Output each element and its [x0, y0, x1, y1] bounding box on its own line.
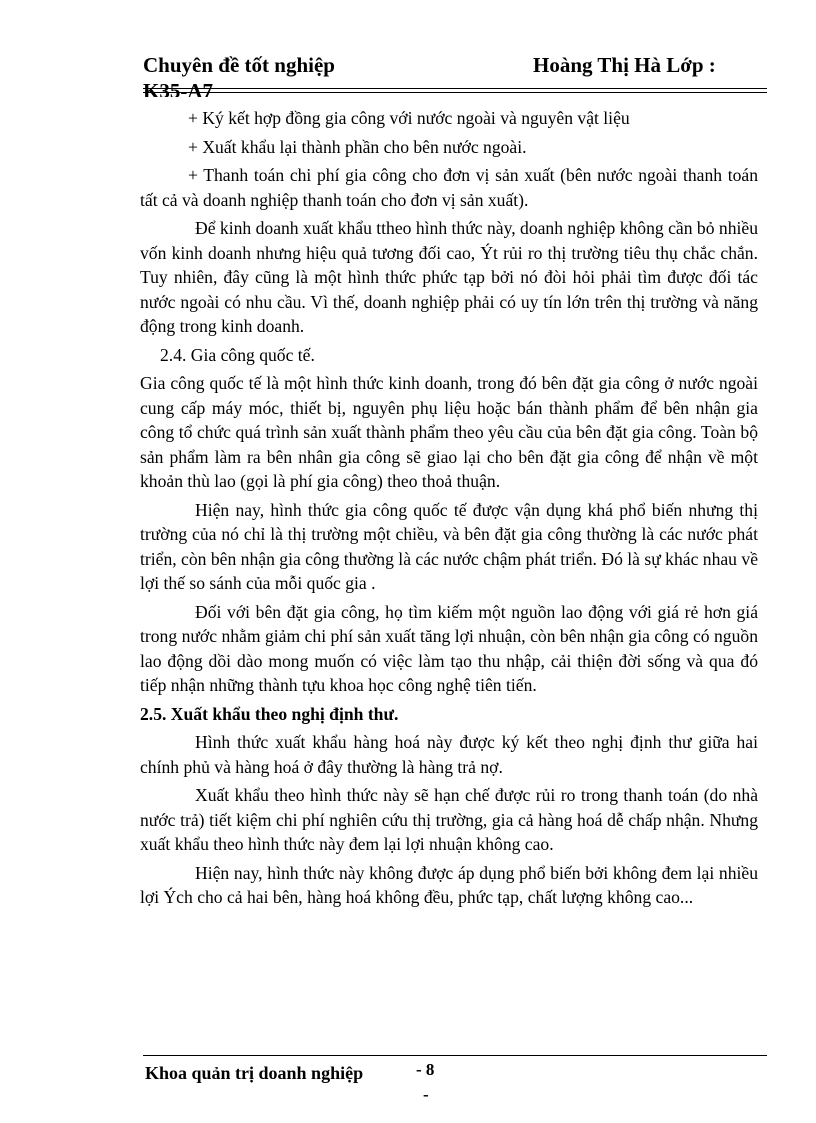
paragraph: + Thanh toán chi phí gia công cho đơn vị sản xuất (bên nước ngoài thanh toán tất cả và doanh nghiệp thanh toán cho đơn vị sản xuất). [140, 165, 758, 210]
section-heading: 2.5. Xuất khẩu theo nghị định thư. [140, 703, 399, 724]
paragraph: Hiện nay, hình thức này không được áp dụng phổ biến bởi không đem lại nhiều lợi Ých cho cả hai bên, hàng hoá không đều, phức tạp, chất lượng không cao... [140, 862, 758, 907]
paragraph: Gia công quốc tế là một hình thức kinh doanh, trong đó bên đặt gia công ở nước ngoài cung cấp máy móc, thiết bị, nguyên phụ liệu hoặc bán thành phẩm để bên nhận gia công tổ chức quá trình sản xuất thành phẩm theo yêu cầu của bên đặt gia công. Toàn bộ sản phẩm làm ra bên nhân gia công sẽ giao lại cho bên đặt gia công để nhận về một khoản thù lao (gọi là phí gia công) theo thoả thuận. [140, 373, 758, 491]
header-rule-thin [143, 92, 767, 93]
page-number-dash: - [423, 1085, 429, 1104]
paragraph: Hiện nay, hình thức gia công quốc tế được vận dụng khá phổ biến nhưng thị trường của nó chỉ là thị trường một chiều, và bên đặt gia công thường là các nước phát triển, còn bên nhận gia công thường là các nước chậm phát triển. Đó là sự khác nhau về lợi thế so sánh của mỗi quốc gia . [140, 499, 758, 593]
page-number: - 8 [416, 1060, 435, 1079]
body-text [140, 106, 758, 914]
paragraph: Hình thức xuất khẩu hàng hoá này được ký kết theo nghị định thư giữa hai chính phủ và hàng hoá ở đây thường là hàng trả nợ. [140, 732, 758, 777]
header-author: Hoàng Thị Hà Lớp : [533, 53, 716, 77]
paragraph: + Ký kết hợp đồng gia công với nước ngoài và nguyên vật liệu [188, 108, 630, 128]
header-title: Chuyên đề tốt nghiệp [143, 53, 335, 77]
paragraph: Để kinh doanh xuất khẩu ttheo hình thức này, doanh nghiệp không cần bỏ nhiều vốn kinh doanh nhưng hiệu quả tương đối cao, Ýt rủi ro thị trường tiêu thụ chắc chắn. Tuy nhiên, đây cũng là một hình thức phức tạp bởi nó đòi hỏi phải tìm được đối tác nước ngoài có nhu cầu. Vì thế, doanh nghiệp phải có uy tín lớn trên thị trường và năng động trong kinh doanh. [140, 218, 758, 336]
paragraph: + Xuất khẩu lại thành phần cho bên nước ngoài. [188, 136, 527, 157]
footer-department: Khoa quản trị doanh nghiệp [145, 1063, 364, 1083]
footer-rule [143, 1055, 767, 1056]
section-heading: 2.4. Gia công quốc tế. [160, 344, 315, 365]
paragraph: Xuất khẩu theo hình thức này sẽ hạn chế được rủi ro trong thanh toán (do nhà nước trả) tiết kiệm chi phí nghiên cứu thị trường, gia cả hàng hoá dễ chấp nhận. Nhưng xuất khẩu theo hình thức này đem lại lợi nhuận không cao. [140, 785, 758, 854]
header-class-code: K35-A7 [143, 80, 213, 97]
paragraph: Đối với bên đặt gia công, họ tìm kiếm một nguồn lao động với giá rẻ hơn giá trong nước nhằm giảm chi phí sản xuất tăng lợi nhuận, còn bên nhận gia công có nguồn lao động dồi dào mong muốn có việc làm tạo thu nhập, cải thiện đời sống và qua đó tiếp nhận những thành tựu khoa học công nghệ tiên tiến. [140, 601, 758, 695]
header-rule-thick [143, 88, 767, 89]
